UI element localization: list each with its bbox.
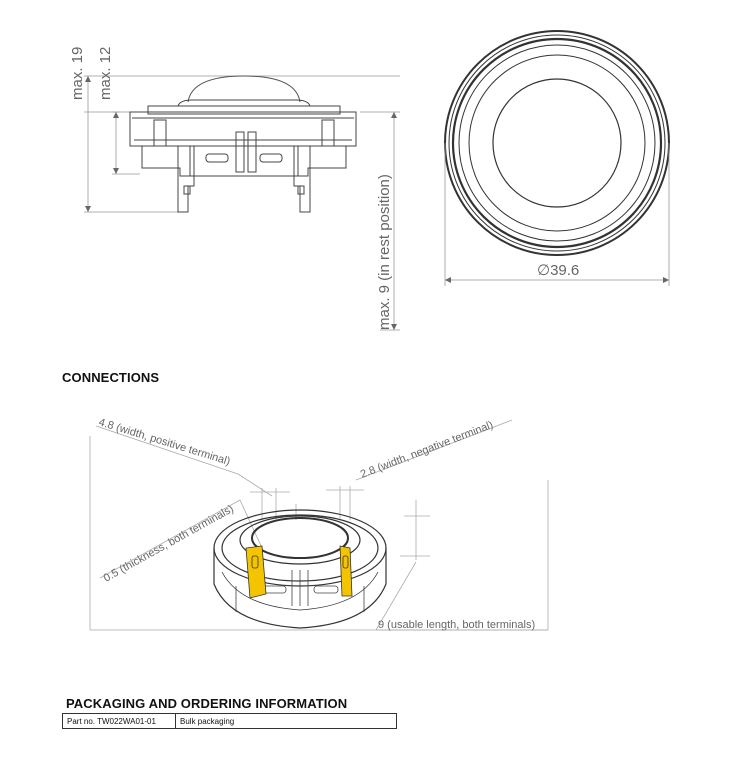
thickness-label: 0.5 (thickness, both terminals)	[101, 502, 236, 585]
negative-terminal	[340, 546, 352, 596]
positive-width-label: 4.8 (width, positive terminal)	[97, 416, 232, 468]
packaging-cell: Bulk packaging	[176, 714, 397, 729]
packaging-title: PACKAGING AND ORDERING INFORMATION	[66, 696, 348, 711]
table-row	[63, 714, 397, 729]
connections-title: CONNECTIONS	[62, 370, 160, 385]
positive-terminal	[246, 546, 266, 598]
side-view	[84, 76, 400, 330]
top-view	[445, 31, 669, 286]
connections-iso-view	[90, 420, 548, 630]
usable-length-label: 9 (usable length, both terminals)	[378, 619, 536, 631]
dim-max19-label: max. 19	[69, 46, 86, 100]
ordering-table	[62, 713, 397, 729]
dim-rest-label: max. 9 (in rest position)	[376, 174, 393, 330]
dim-diameter-label: ∅39.6	[537, 262, 580, 279]
part-number-cell: Part no. TW022WA01-01	[63, 714, 176, 729]
dim-max12-label: max. 12	[97, 46, 114, 100]
negative-width-label: 2.8 (width, negative terminal)	[358, 418, 495, 481]
